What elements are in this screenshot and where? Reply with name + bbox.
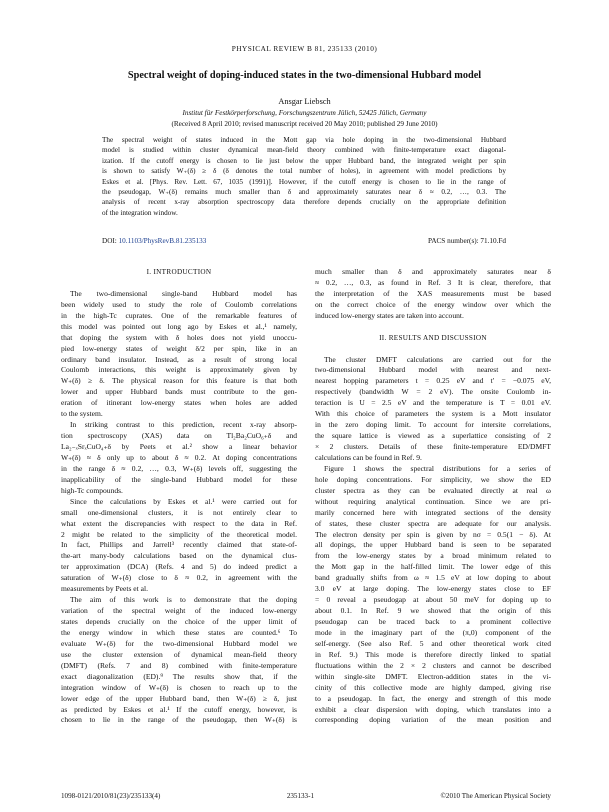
text-line: nearest hopping parameters t = 0.25 eV and t′ = −0.075 eV, <box>315 376 551 386</box>
text-line: measurements by Peets et al. <box>61 584 148 594</box>
text-line: two-dimensional Hubbard model with nearest and next- <box>315 365 551 375</box>
left-column <box>61 267 297 726</box>
text-line: small one-dimensional clusters, it is not entirely clear to <box>61 507 297 517</box>
text-line: the-art many-body calculations based on the dynamical clus- <box>61 551 297 561</box>
doi-link[interactable]: 10.1103/PhysRevB.81.235133 <box>118 237 207 245</box>
text-line: saturation of W₊(δ) close to δ ≈ 0.2, in agreement with the <box>61 573 297 583</box>
text-line: Since the calculations by Eskes et al.¹ were carried out for <box>70 496 297 506</box>
text-line: (DMFT) (Refs. 7 and 8) combined with finite-temperature <box>61 660 297 670</box>
text-line: evaluate W₊(δ) for the two-dimensional Hubbard model we <box>61 638 297 648</box>
text-line: in the range δ ≈ 0.2, …, 0.3, W₊(δ) levels off, suggesting the <box>61 463 297 473</box>
right-column <box>315 267 551 726</box>
text-line: exact diagonalization (ED).⁹ The results show that, if the <box>61 671 297 681</box>
text-line: integration window of W₊(δ) is chosen to reach up to the <box>61 682 297 692</box>
pacs-numbers: PACS number(s): 71.10.Fd <box>427 237 506 245</box>
footer-identifier: 1098-0121/2010/81(23)/235133(4) <box>61 792 161 800</box>
text-line: The aim of this work is to demonstrate that the doping <box>70 595 297 605</box>
text-line: this model was pointed out long ago by Eskes et al.,¹ namely, <box>61 321 297 331</box>
text-line: in the zero doping limit. To account for intersite correlations, <box>315 420 551 430</box>
text-line: the square lattice is viewed as a superlattice consisting of 2 <box>315 431 551 441</box>
text-line: W₊(δ) ≈ δ only up to about δ ≈ 0.2. At doping concentrations <box>61 452 297 462</box>
author-name: Ansgar Liebsch <box>278 97 331 106</box>
text-line: lower edge of the upper Hubbard band, then W₊(δ) ≥ δ, just <box>61 693 297 703</box>
text-line: 2 might be related to the simplicity of the theoretical model. <box>61 529 297 539</box>
text-line: Coulomb interactions, this weight is approximately given by <box>61 365 297 375</box>
text-line: all dopings, the upper Hubbard band is seen to be separated <box>315 540 551 550</box>
abstract <box>102 135 506 218</box>
body-text <box>0 267 609 787</box>
text-line: corresponding doping variation of the mean position and <box>315 715 551 725</box>
text-line: ≈ 0.2, …, 0.3, as found in Ref. 3 It is clear, therefore, that <box>315 277 551 287</box>
text-line: in Ref. 9.) This mode is therefore directly linked to spatial <box>315 649 551 659</box>
text-line: × 2 clusters. Details of these finite-temperature ED/DMFT <box>315 442 551 451</box>
text-line: to the system. <box>61 409 103 419</box>
abstract-line: analysis of recent x-ray absorption spectroscopy data therefore depends crucially on the appropriate definition <box>102 198 506 207</box>
doi-block <box>102 237 206 245</box>
text-line: inapplicability of the single-band Hubbard model for these <box>61 474 297 484</box>
text-line: about 0.1. In Ref. 9 we showed that the origin of this <box>315 606 551 616</box>
spacer <box>315 322 551 333</box>
abstract-line: of the integration window. <box>102 208 178 217</box>
text-line: W₊(δ) ≥ δ. The physical reason for this feature is that both <box>61 376 297 386</box>
text-line: tion spectroscopy (XAS) data on Tl₂Ba₂CuO₆₊δ and <box>61 431 297 441</box>
text-line: With this choice of parameters the system is a Mott insulator <box>315 409 551 419</box>
text-line: the Mott gap in the half-filled limit. The lower edge of this <box>315 562 551 572</box>
text-line: the interpretation of the XAS measurements must be based <box>315 288 551 298</box>
author-affiliation: Institut für Festkörperforschung, Forschungszentrum Jülich, 52425 Jülich, Germany <box>182 109 427 117</box>
text-line: = 0 reveal a pseudogap at about 50 meV for doping up to <box>315 595 551 605</box>
text-line: The two-dimensional single-band Hubbard model has <box>70 288 297 298</box>
text-line: states depends crucially on the choice of the upper limit of <box>61 617 297 626</box>
text-line: The electron density per spin is given by nσ = 0.5(1 − δ). At <box>315 529 551 539</box>
text-line: calculations can be found in Ref. 9. <box>315 452 422 462</box>
text-line: to a pseudogap. In fact, the energy and strength of this mode <box>315 693 551 703</box>
text-line: lower and upper Hubbard bands must contribute to the gen- <box>61 387 297 397</box>
abstract-line: model is studied within cluster dynamical mean-field theory combined with finite-temperature exact diagonal- <box>102 146 506 155</box>
text-line: exhibit a clear dispersion with doping, which translates into a <box>315 704 551 714</box>
text-line: hole doping concentrations. For simplicity, we show the ED <box>315 474 551 484</box>
abstract-line: the pseudogap, W₊(δ) remains much smaller than δ and approximately saturates near δ ≈ 0.2, …, 0.3. The <box>102 187 506 196</box>
text-line: cinity of this collective mode are highly damped, giving rise <box>315 682 551 692</box>
copyright: ©2010 The American Physical Society <box>440 792 551 800</box>
text-line: In fact, Phillips and Jarrell³ recently claimed that state-of- <box>61 540 297 550</box>
section-heading: I. INTRODUCTION <box>146 268 212 276</box>
text-line: without requiring analytical continuation. Since we are pri- <box>315 496 551 506</box>
text-line: In striking contrast to this prediction, recent x-ray absorp- <box>70 420 297 430</box>
text-line: as predicted by Eskes et al.¹ If the cutoff energy, however, is <box>61 704 297 714</box>
text-line: fluctuations within the 2 × 2 clusters and cannot be described <box>315 660 551 670</box>
text-line: in the high-Tc cuprates. One of the remarkable features of <box>61 310 297 320</box>
text-line: been widely used to study the role of Coulomb correlations <box>61 299 297 309</box>
running-header: PHYSICAL REVIEW B 81, 235133 (2010) <box>231 44 378 53</box>
text-line: pied low-energy states of weight δ/2 per spin, like in an <box>61 343 297 353</box>
text-line: of states, these cluster spectra are adequate for our analysis. <box>315 518 551 528</box>
text-line: ter approximation (DCA) (Refs. 4 and 5) do indeed predict a <box>61 562 297 572</box>
text-line: induced low-energy states are taken into account. <box>315 310 464 320</box>
page-number: 235133-1 <box>286 792 315 800</box>
text-line: pseudogap can be traced back to a prominent collective <box>315 617 551 626</box>
text-line: Figure 1 shows the spectral distributions for a series of <box>324 463 551 473</box>
abstract-line: The spectral weight of states induced in the Mott gap via hole doping in the two-dimensional Hubbard <box>102 136 506 144</box>
text-line: that doping the system with δ holes does not yield unoccu- <box>61 332 297 342</box>
abstract-line: is shown to satisfy W₊(δ) ≥ δ (δ denotes the total number of holes), in agreement with model predictions by <box>102 167 506 176</box>
text-line: within single-site DMFT. Electron-addition states in the vi- <box>315 671 551 681</box>
text-line: high-Tc compounds. <box>61 485 123 495</box>
text-line: respectively (bandwidth W = 2 eV). The onsite Coulomb in- <box>315 387 551 397</box>
text-line: much smaller than δ and approximately saturates near δ <box>315 267 551 276</box>
text-line: mode in the imaginary part of the (π,0) component of the <box>315 627 551 637</box>
text-line: cluster spectra as they can be evaluated directly at real ω <box>315 485 551 495</box>
text-line: ordinary band insulator. Instead, as a result of strong local <box>61 354 297 364</box>
text-line: teraction is U = 2.5 eV and the temperature is T = 0.01 eV. <box>315 398 551 408</box>
paper-title: Spectral weight of doping-induced states in the two-dimensional Hubbard model <box>127 70 482 81</box>
received-dates: (Received 8 April 2010; revised manuscript received 20 May 2010; published 29 June 2010) <box>171 120 438 128</box>
text-line: band gradually shifts from ω ≈ 1.5 eV at low doping to about <box>315 573 551 583</box>
text-line: self-energy. (See also Ref. 5 and other theoretical work cited <box>315 638 551 648</box>
text-line: on the correct choice of the energy window over which the <box>315 299 551 309</box>
section-heading: II. RESULTS AND DISCUSSION <box>379 333 487 342</box>
abstract-line: ization. If the cutoff energy is chosen to lie just below the upper Hubbard band, the integrated weight per spin <box>102 156 506 165</box>
text-line: use the cluster extension of dynamical mean-field theory <box>61 649 297 659</box>
page-footer <box>61 792 551 800</box>
text-line: eration of itinerant low-energy states when holes are added <box>61 398 297 408</box>
text-line: from the low-energy states by a broad minimum related to <box>315 551 551 561</box>
doi-pacs-line <box>102 237 506 245</box>
text-line: The cluster DMFT calculations are carried out for the <box>324 354 551 364</box>
spacer <box>61 278 297 289</box>
text-line: marily concerned here with integrated sections of the density <box>315 507 551 517</box>
text-line: La₂₋ₓSrₓCuO₄₊δ by Peets et al.² show a linear behavior <box>61 442 297 451</box>
abstract-line: Eskes et al. [Phys. Rev. Lett. 67, 1035 (1991)]. However, if the cutoff energy is chosen to lie in the range of <box>102 177 506 186</box>
text-line: 3.0 eV at large doping. The low-energy states close to EF <box>315 584 551 594</box>
text-line: what extent the discrepancies with respect to the data in Ref. <box>61 518 297 528</box>
text-line: chosen to lie in the range of the pseudogap, then W₊(δ) is <box>61 715 297 725</box>
doi-label: DOI: <box>102 237 117 245</box>
spacer <box>315 344 551 355</box>
text-line: the energy window in which these states are counted.⁶ To <box>61 627 297 637</box>
text-line: variation of the spectral weight of the induced low-energy <box>61 606 297 616</box>
